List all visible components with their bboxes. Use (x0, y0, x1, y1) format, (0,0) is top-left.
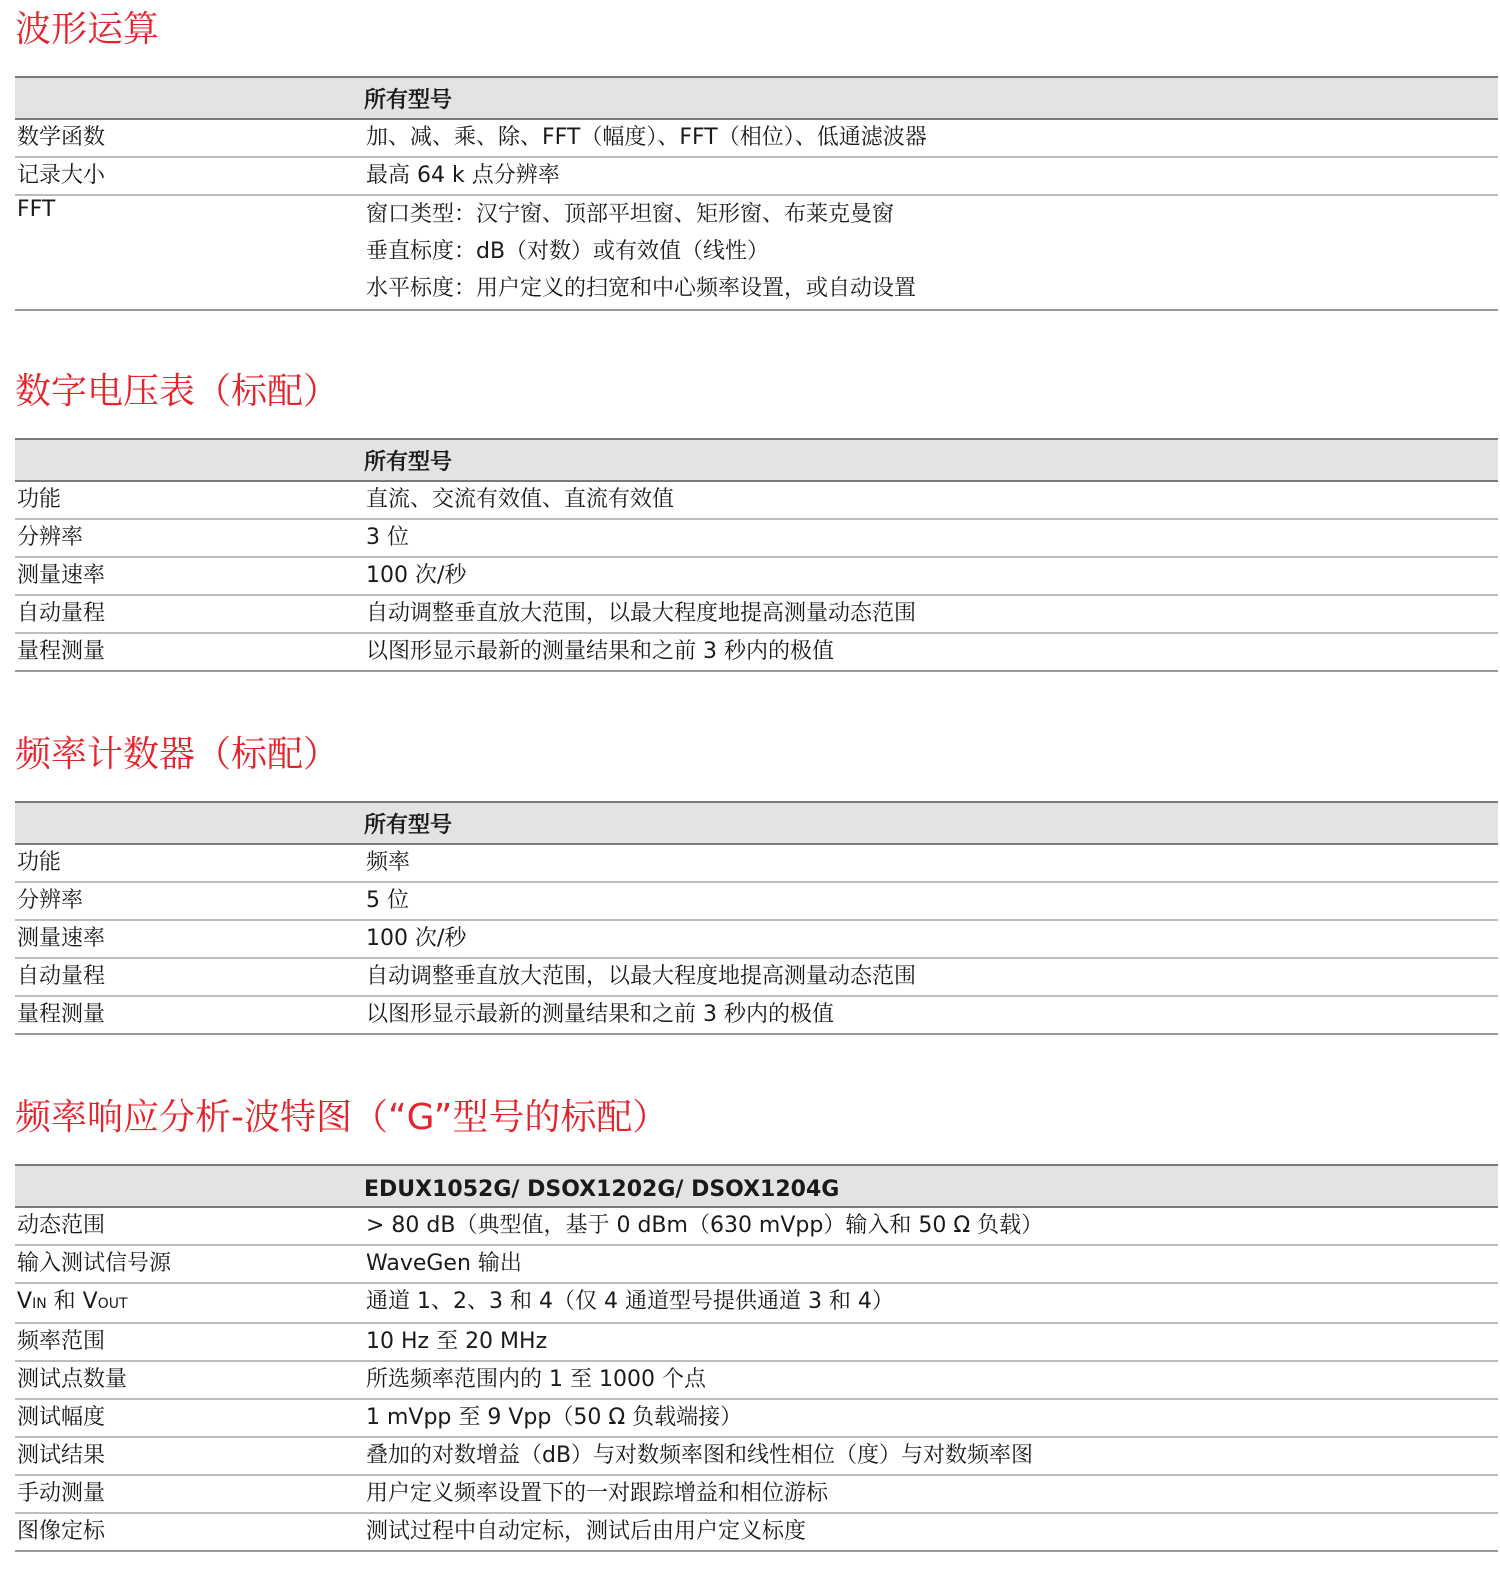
table-row (15, 519, 1498, 557)
row-value-multiline (364, 195, 1498, 310)
label-in-subscript: IN (32, 1296, 47, 1312)
header-models: 所有型号 (364, 802, 1498, 844)
row-value: 频率 (364, 844, 1498, 882)
row-label: 功能 (15, 844, 364, 882)
table-row (15, 958, 1498, 996)
row-label: 记录大小 (15, 157, 364, 195)
table-row (15, 557, 1498, 595)
row-value: 100 次/秒 (364, 920, 1498, 958)
section-title: 频率计数器（标配） (15, 734, 340, 775)
label-v: V (17, 1289, 33, 1314)
header-empty-cell (15, 1165, 364, 1207)
table-header-row (15, 1165, 1498, 1207)
label-out-subscript: OUT (97, 1296, 128, 1312)
row-value: 10 Hz 至 20 MHz (364, 1323, 1498, 1361)
row-value: 最高 64 k 点分辨率 (364, 157, 1498, 195)
table-row (15, 595, 1498, 633)
row-label: 自动量程 (15, 595, 364, 633)
row-label: FFT (15, 195, 364, 310)
table-row (15, 1361, 1498, 1399)
table-row (15, 1475, 1498, 1513)
section-title: 波形运算 (15, 9, 160, 50)
row-value: 用户定义频率设置下的一对跟踪增益和相位游标 (364, 1475, 1498, 1513)
row-value: 1 mVpp 至 9 Vpp（50 Ω 负载端接） (364, 1399, 1498, 1437)
row-value: 100 次/秒 (364, 557, 1498, 595)
table-header-row (15, 802, 1498, 844)
table-row (15, 1513, 1498, 1551)
table-row (15, 1399, 1498, 1437)
table-row (15, 1283, 1498, 1323)
row-value: 所选频率范围内的 1 至 1000 个点 (364, 1361, 1498, 1399)
header-models: 所有型号 (364, 439, 1498, 481)
section-fra-bode (15, 1096, 1498, 1544)
row-value: 加、减、乘、除、FFT（幅度）、FFT（相位）、低通滤波器 (364, 119, 1498, 157)
table-row (15, 1323, 1498, 1361)
section-dvm (15, 370, 1498, 664)
header-empty-cell (15, 77, 364, 119)
table-row (15, 920, 1498, 958)
row-value: 叠加的对数增益（dB）与对数频率图和线性相位（度）与对数频率图 (364, 1437, 1498, 1475)
label-and: 和 (46, 1289, 83, 1314)
row-value: 以图形显示最新的测量结果和之前 3 秒内的极值 (364, 633, 1498, 671)
table-row (15, 1245, 1498, 1283)
row-label: 测试点数量 (15, 1361, 364, 1399)
table-row (15, 882, 1498, 920)
header-models: 所有型号 (364, 77, 1498, 119)
row-value: WaveGen 输出 (364, 1245, 1498, 1283)
table-row (15, 1437, 1498, 1475)
table-row (15, 1207, 1498, 1245)
row-label: 测试幅度 (15, 1399, 364, 1437)
row-value: 通道 1、2、3 和 4（仅 4 通道型号提供通道 3 和 4） (364, 1283, 1498, 1323)
section-title: 频率响应分析-波特图（“G”型号的标配） (15, 1097, 669, 1138)
header-empty-cell (15, 439, 364, 481)
row-value: 3 位 (364, 519, 1498, 557)
row-label: 图像定标 (15, 1513, 364, 1551)
table-row (15, 195, 1498, 310)
section-title: 数字电压表（标配） (15, 371, 340, 412)
row-label: 功能 (15, 481, 364, 519)
spec-table (15, 438, 1498, 672)
row-label: 输入测试信号源 (15, 1245, 364, 1283)
row-label: 手动测量 (15, 1475, 364, 1513)
header-models: EDUX1052G/ DSOX1202G/ DSOX1204G (364, 1165, 1498, 1207)
row-label-vin-vout (15, 1283, 364, 1323)
row-value: 测试过程中自动定标，测试后由用户定义标度 (364, 1513, 1498, 1551)
row-label: 动态范围 (15, 1207, 364, 1245)
row-label: 自动量程 (15, 958, 364, 996)
table-row (15, 119, 1498, 157)
table-row (15, 633, 1498, 671)
label-v: V (82, 1289, 98, 1314)
row-label: 频率范围 (15, 1323, 364, 1361)
row-value: 直流、交流有效值、直流有效值 (364, 481, 1498, 519)
row-label: 测量速率 (15, 920, 364, 958)
spec-table (15, 801, 1498, 1035)
table-row (15, 157, 1498, 195)
section-waveform-math (15, 8, 1498, 301)
row-value: > 80 dB（典型值，基于 0 dBm（630 mVpp）输入和 50 Ω 负载） (364, 1207, 1498, 1245)
row-value: 以图形显示最新的测量结果和之前 3 秒内的极值 (364, 996, 1498, 1034)
row-value-line: 窗口类型：汉宁窗、顶部平坦窗、矩形窗、布莱克曼窗 (366, 202, 895, 227)
row-label: 量程测量 (15, 996, 364, 1034)
row-value: 5 位 (364, 882, 1498, 920)
row-value: 自动调整垂直放大范围，以最大程度地提高测量动态范围 (364, 958, 1498, 996)
table-header-row (15, 439, 1498, 481)
table-header-row (15, 77, 1498, 119)
row-value-line: 垂直标度：dB（对数）或有效值（线性） (366, 239, 770, 264)
table-row (15, 996, 1498, 1034)
row-label: 数学函数 (15, 119, 364, 157)
row-label: 测量速率 (15, 557, 364, 595)
row-label: 测试结果 (15, 1437, 364, 1475)
table-row (15, 481, 1498, 519)
row-value-line: 水平标度：用户定义的扫宽和中心频率设置，或自动设置 (366, 276, 917, 301)
row-label: 量程测量 (15, 633, 364, 671)
section-counter (15, 733, 1498, 1027)
spec-table (15, 76, 1498, 311)
row-label: 分辨率 (15, 882, 364, 920)
header-empty-cell (15, 802, 364, 844)
spec-table (15, 1164, 1498, 1552)
row-value: 自动调整垂直放大范围，以最大程度地提高测量动态范围 (364, 595, 1498, 633)
table-row (15, 844, 1498, 882)
row-label: 分辨率 (15, 519, 364, 557)
